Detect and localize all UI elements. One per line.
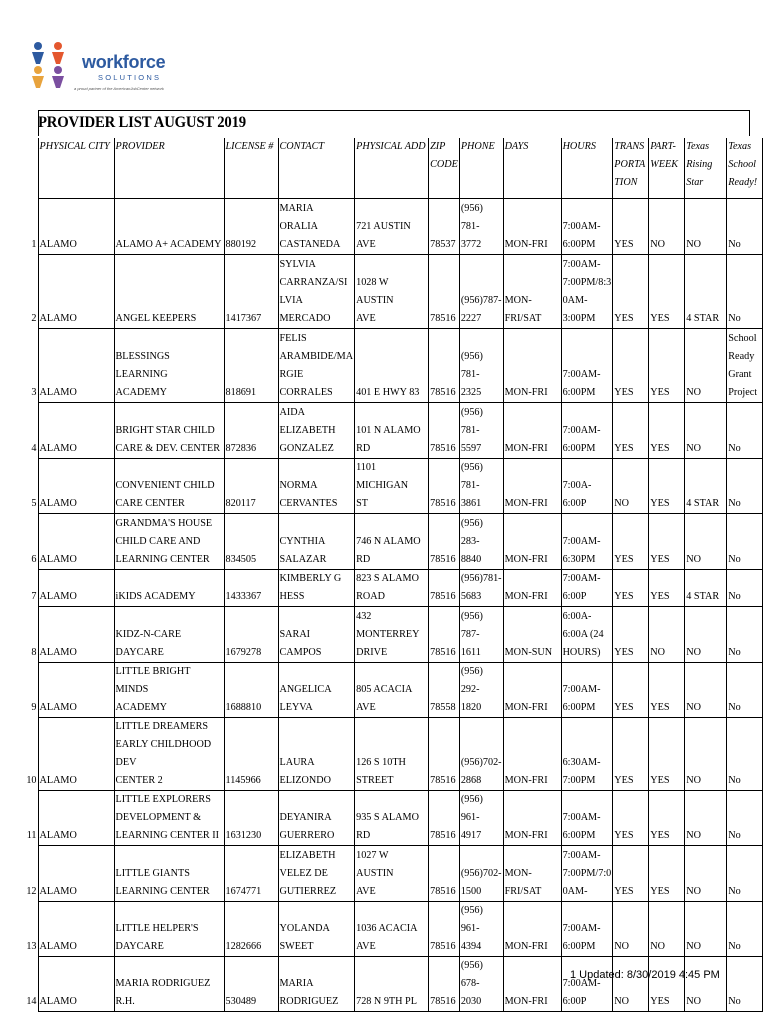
cell-license: 1282666	[224, 901, 278, 956]
table-row	[14, 662, 763, 717]
cell-hours: 7:00AM- 7:00PM/8:3 0AM- 3:00PM	[561, 254, 613, 328]
cell-phone: (956) 678- 2030	[459, 956, 503, 1011]
cell-texas-school-ready: No	[727, 458, 763, 513]
cell-texas-school-ready: No	[727, 606, 763, 662]
table-body	[14, 198, 763, 1011]
table-row	[14, 513, 763, 569]
cell-part-week: YES	[649, 845, 685, 901]
cell-texas-school-ready: No	[727, 254, 763, 328]
cell-city: ALAMO	[38, 790, 114, 845]
cell-texas-school-ready: No	[727, 513, 763, 569]
cell-license: 880192	[224, 198, 278, 254]
cell-address: 101 N ALAMO RD	[355, 402, 429, 458]
cell-hours: 7:00A-6:00P	[561, 458, 613, 513]
cell-contact: ANGELICA LEYVA	[278, 662, 355, 717]
table-header-row	[14, 138, 763, 198]
table-row	[14, 328, 763, 402]
cell-city: ALAMO	[38, 569, 114, 606]
table-row	[14, 606, 763, 662]
cell-part-week: YES	[649, 569, 685, 606]
cell-hours: 7:00AM- 6:00PM	[561, 328, 613, 402]
cell-address: 823 S ALAMO ROAD	[355, 569, 429, 606]
cell-contact: SARAI CAMPOS	[278, 606, 355, 662]
cell-city: ALAMO	[38, 717, 114, 790]
logo-tagline: a proud partner of the AmericanJobCenter network	[74, 86, 164, 91]
cell-city: ALAMO	[38, 198, 114, 254]
cell-part-week: YES	[649, 458, 685, 513]
cell-part-week: YES	[649, 717, 685, 790]
cell-zip: 78516	[429, 606, 460, 662]
cell-transportation: YES	[613, 845, 649, 901]
cell-texas-school-ready: No	[727, 717, 763, 790]
cell-texas-school-ready: No	[727, 402, 763, 458]
cell-zip: 78516	[429, 717, 460, 790]
cell-city: ALAMO	[38, 606, 114, 662]
row-number: 12	[26, 886, 37, 897]
cell-phone: (956) 787- 1611	[459, 606, 503, 662]
cell-provider: ANGEL KEEPERS	[114, 254, 224, 328]
cell-hours: 7:00AM- 6:30PM	[561, 513, 613, 569]
cell-license: 1433367	[224, 569, 278, 606]
workforce-solutions-logo	[28, 38, 188, 100]
cell-part-week: YES	[649, 402, 685, 458]
cell-zip: 78537	[429, 198, 460, 254]
cell-license: 1688810	[224, 662, 278, 717]
cell-license: 530489	[224, 956, 278, 1011]
cell-phone: (956)702- 2868	[459, 717, 503, 790]
cell-city: ALAMO	[38, 901, 114, 956]
cell-provider: ALAMO A+ ACADEMY	[114, 198, 224, 254]
row-number: 13	[26, 941, 37, 952]
cell-days: MON-FRI	[503, 569, 561, 606]
cell-phone: (956)787- 2227	[459, 254, 503, 328]
cell-phone: (956) 781- 5597	[459, 402, 503, 458]
cell-phone: (956) 283- 8840	[459, 513, 503, 569]
page-footer: 1 Updated: 8/30/2019 4:45 PM	[570, 969, 720, 981]
cell-texas-rising-star: NO	[685, 845, 727, 901]
cell-part-week: YES	[649, 790, 685, 845]
cell-texas-rising-star: NO	[685, 901, 727, 956]
cell-contact: DEYANIRA GUERRERO	[278, 790, 355, 845]
cell-transportation: YES	[613, 662, 649, 717]
cell-contact: MARIA RODRIGUEZ	[278, 956, 355, 1011]
cell-city: ALAMO	[38, 513, 114, 569]
cell-zip: 78516	[429, 513, 460, 569]
cell-hours: 7:00AM- 6:00P	[561, 569, 613, 606]
cell-days: MON-FRI	[503, 662, 561, 717]
cell-phone: (956)781- 5683	[459, 569, 503, 606]
cell-part-week: NO	[649, 901, 685, 956]
cell-phone: (956) 781- 2325	[459, 328, 503, 402]
cell-zip: 78516	[429, 402, 460, 458]
cell-hours: 7:00AM- 6:00PM	[561, 198, 613, 254]
cell-provider: LITTLE HELPER'S DAYCARE	[114, 901, 224, 956]
cell-phone: (956) 961- 4394	[459, 901, 503, 956]
cell-texas-school-ready: School Ready Grant Project	[727, 328, 763, 402]
cell-address: 1028 W AUSTIN AVE	[355, 254, 429, 328]
cell-contact: LAURA ELIZONDO	[278, 717, 355, 790]
cell-license: 1674771	[224, 845, 278, 901]
cell-contact: AIDA ELIZABETH GONZALEZ	[278, 402, 355, 458]
table-row	[14, 569, 763, 606]
cell-days: MON-FRI	[503, 328, 561, 402]
cell-texas-rising-star: NO	[685, 606, 727, 662]
cell-city: ALAMO	[38, 662, 114, 717]
cell-part-week: NO	[649, 606, 685, 662]
cell-hours: 7:00AM- 6:00PM	[561, 901, 613, 956]
cell-address: 728 N 9TH PL	[355, 956, 429, 1011]
cell-provider: CONVENIENT CHILD CARE CENTER	[114, 458, 224, 513]
header-provider: PROVIDER	[114, 138, 224, 198]
cell-city: ALAMO	[38, 458, 114, 513]
cell-transportation: YES	[613, 198, 649, 254]
table-row	[14, 845, 763, 901]
cell-license: 872836	[224, 402, 278, 458]
cell-zip: 78516	[429, 845, 460, 901]
header-hours: HOURS	[561, 138, 613, 198]
cell-texas-rising-star: NO	[685, 402, 727, 458]
cell-days: MON-FRI	[503, 717, 561, 790]
row-number: 8	[31, 647, 37, 658]
cell-texas-school-ready: No	[727, 956, 763, 1011]
table-row	[14, 402, 763, 458]
cell-transportation: YES	[613, 717, 649, 790]
cell-hours: 7:00AM- 6:00PM	[561, 790, 613, 845]
cell-address: 1027 W AUSTIN AVE	[355, 845, 429, 901]
cell-address: 935 S ALAMO RD	[355, 790, 429, 845]
cell-part-week: YES	[649, 662, 685, 717]
header-license: LICENSE #	[224, 138, 278, 198]
table-row	[14, 717, 763, 790]
cell-phone: (956) 961- 4917	[459, 790, 503, 845]
header-transportation: TRANS PORTA TION	[613, 138, 649, 198]
cell-license: 1679278	[224, 606, 278, 662]
header-texas-rising-star: Texas Rising Star	[685, 138, 727, 198]
logo-subtitle: SOLUTIONS	[98, 73, 162, 82]
header-rownum	[14, 138, 38, 198]
table-row	[14, 790, 763, 845]
cell-license: 1145966	[224, 717, 278, 790]
frame-top-border	[38, 110, 750, 111]
cell-provider: LITTLE EXPLORERS DEVELOPMENT & LEARNING CENTER II	[114, 790, 224, 845]
people-mark-icon	[28, 40, 72, 96]
row-number: 1	[31, 239, 37, 250]
header-address: PHYSICAL ADD	[355, 138, 429, 198]
cell-contact: YOLANDA SWEET	[278, 901, 355, 956]
cell-part-week: YES	[649, 956, 685, 1011]
cell-days: MON-FRI	[503, 790, 561, 845]
cell-contact: NORMA CERVANTES	[278, 458, 355, 513]
header-contact: CONTACT	[278, 138, 355, 198]
cell-texas-school-ready: No	[727, 901, 763, 956]
cell-address: 126 S 10TH STREET	[355, 717, 429, 790]
cell-contact: SYLVIA CARRANZA/SI LVIA MERCADO	[278, 254, 355, 328]
cell-contact: FELIS ARAMBIDE/MA RGIE CORRALES	[278, 328, 355, 402]
cell-transportation: NO	[613, 956, 649, 1011]
cell-hours: 7:00AM- 7:00PM/7:0 0AM-	[561, 845, 613, 901]
cell-zip: 78516	[429, 458, 460, 513]
cell-contact: CYNTHIA SALAZAR	[278, 513, 355, 569]
cell-provider: iKIDS ACADEMY	[114, 569, 224, 606]
cell-phone: (956) 781- 3861	[459, 458, 503, 513]
cell-transportation: YES	[613, 606, 649, 662]
cell-transportation: YES	[613, 254, 649, 328]
cell-texas-school-ready: No	[727, 198, 763, 254]
cell-days: MON-FRI	[503, 956, 561, 1011]
cell-texas-rising-star: 4 STAR	[685, 458, 727, 513]
cell-zip: 78516	[429, 569, 460, 606]
cell-texas-rising-star: NO	[685, 790, 727, 845]
cell-transportation: YES	[613, 402, 649, 458]
cell-address: 432 MONTERREY DRIVE	[355, 606, 429, 662]
cell-address: 1036 ACACIA AVE	[355, 901, 429, 956]
row-number: 14	[26, 996, 37, 1007]
cell-phone: (956) 292- 1820	[459, 662, 503, 717]
header-city: PHYSICAL CITY	[38, 138, 114, 198]
row-number: 4	[31, 443, 37, 454]
header-part-week: PART- WEEK	[649, 138, 685, 198]
cell-texas-school-ready: No	[727, 662, 763, 717]
cell-hours: 6:00A- 6:00A (24 HOURS)	[561, 606, 613, 662]
cell-transportation: YES	[613, 328, 649, 402]
cell-address: 721 AUSTIN AVE	[355, 198, 429, 254]
row-number: 10	[26, 775, 37, 786]
cell-provider: BLESSINGS LEARNING ACADEMY	[114, 328, 224, 402]
cell-address: 746 N ALAMO RD	[355, 513, 429, 569]
cell-city: ALAMO	[38, 845, 114, 901]
cell-contact: MARIA ORALIA CASTANEDA	[278, 198, 355, 254]
cell-provider: MARIA RODRIGUEZ R.H.	[114, 956, 224, 1011]
cell-days: MON-FRI	[503, 513, 561, 569]
header-texas-school-ready: Texas School Ready!	[727, 138, 763, 198]
cell-texas-rising-star: NO	[685, 198, 727, 254]
table-row	[14, 956, 763, 1011]
cell-provider: LITTLE BRIGHT MINDS ACADEMY	[114, 662, 224, 717]
cell-license: 1417367	[224, 254, 278, 328]
cell-license: 818691	[224, 328, 278, 402]
cell-address: 805 ACACIA AVE	[355, 662, 429, 717]
cell-days: MON-SUN	[503, 606, 561, 662]
cell-texas-rising-star: NO	[685, 662, 727, 717]
cell-phone: (956) 781- 3772	[459, 198, 503, 254]
row-number: 7	[31, 591, 37, 602]
cell-zip: 78516	[429, 901, 460, 956]
cell-zip: 78516	[429, 254, 460, 328]
cell-days: MON-FRI	[503, 901, 561, 956]
header-phone: PHONE	[459, 138, 503, 198]
header-days: DAYS	[503, 138, 561, 198]
cell-address: 1101 MICHIGAN ST	[355, 458, 429, 513]
row-number: 5	[31, 498, 37, 509]
frame-right-border	[749, 110, 750, 136]
cell-license: 820117	[224, 458, 278, 513]
row-number: 9	[31, 702, 37, 713]
provider-table	[14, 138, 763, 1012]
cell-hours: 7:00AM- 6:00PM	[561, 662, 613, 717]
cell-zip: 78558	[429, 662, 460, 717]
cell-days: MON-FRI/SAT	[503, 845, 561, 901]
cell-hours: 7:00AM- 6:00PM	[561, 402, 613, 458]
document-title: PROVIDER LIST AUGUST 2019	[38, 114, 246, 131]
cell-city: ALAMO	[38, 956, 114, 1011]
cell-part-week: YES	[649, 254, 685, 328]
cell-texas-rising-star: NO	[685, 513, 727, 569]
row-number: 2	[31, 313, 37, 324]
cell-part-week: NO	[649, 198, 685, 254]
cell-city: ALAMO	[38, 254, 114, 328]
cell-provider: KIDZ-N-CARE DAYCARE	[114, 606, 224, 662]
cell-contact: KIMBERLY G HESS	[278, 569, 355, 606]
cell-city: ALAMO	[38, 328, 114, 402]
header-zip: ZIP CODE	[429, 138, 460, 198]
cell-texas-rising-star: 4 STAR	[685, 569, 727, 606]
cell-address: 401 E HWY 83	[355, 328, 429, 402]
row-number: 3	[31, 387, 37, 398]
cell-provider: BRIGHT STAR CHILD CARE & DEV. CENTER	[114, 402, 224, 458]
table-row	[14, 254, 763, 328]
cell-phone: (956)702- 1500	[459, 845, 503, 901]
cell-transportation: YES	[613, 790, 649, 845]
cell-days: MON-FRI	[503, 198, 561, 254]
cell-hours: 6:30AM- 7:00PM	[561, 717, 613, 790]
cell-hours: 7:00AM- 6:00P	[561, 956, 613, 1011]
cell-texas-school-ready: No	[727, 569, 763, 606]
cell-zip: 78516	[429, 328, 460, 402]
cell-part-week: YES	[649, 513, 685, 569]
cell-provider: LITTLE DREAMERS EARLY CHILDHOOD DEV CENTER 2	[114, 717, 224, 790]
table-row	[14, 198, 763, 254]
cell-zip: 78516	[429, 790, 460, 845]
cell-part-week: YES	[649, 328, 685, 402]
cell-zip: 78516	[429, 956, 460, 1011]
cell-texas-rising-star: NO	[685, 328, 727, 402]
row-number: 6	[31, 554, 37, 565]
cell-contact: ELIZABETH VELEZ DE GUTIERREZ	[278, 845, 355, 901]
table-row	[14, 901, 763, 956]
cell-provider: GRANDMA'S HOUSE CHILD CARE AND LEARNING CENTER	[114, 513, 224, 569]
cell-texas-school-ready: No	[727, 845, 763, 901]
cell-transportation: YES	[613, 513, 649, 569]
cell-transportation: NO	[613, 901, 649, 956]
cell-texas-rising-star: 4 STAR	[685, 254, 727, 328]
cell-texas-rising-star: NO	[685, 956, 727, 1011]
cell-transportation: YES	[613, 569, 649, 606]
row-number: 11	[26, 830, 37, 841]
cell-days: MON-FRI	[503, 402, 561, 458]
cell-license: 1631230	[224, 790, 278, 845]
logo-wordmark: workforce	[82, 52, 166, 72]
cell-transportation: NO	[613, 458, 649, 513]
cell-license: 834505	[224, 513, 278, 569]
cell-provider: LITTLE GIANTS LEARNING CENTER	[114, 845, 224, 901]
cell-texas-rising-star: NO	[685, 717, 727, 790]
cell-city: ALAMO	[38, 402, 114, 458]
cell-texas-school-ready: No	[727, 790, 763, 845]
cell-days: MON-FRI/SAT	[503, 254, 561, 328]
cell-days: MON-FRI	[503, 458, 561, 513]
table-row	[14, 458, 763, 513]
